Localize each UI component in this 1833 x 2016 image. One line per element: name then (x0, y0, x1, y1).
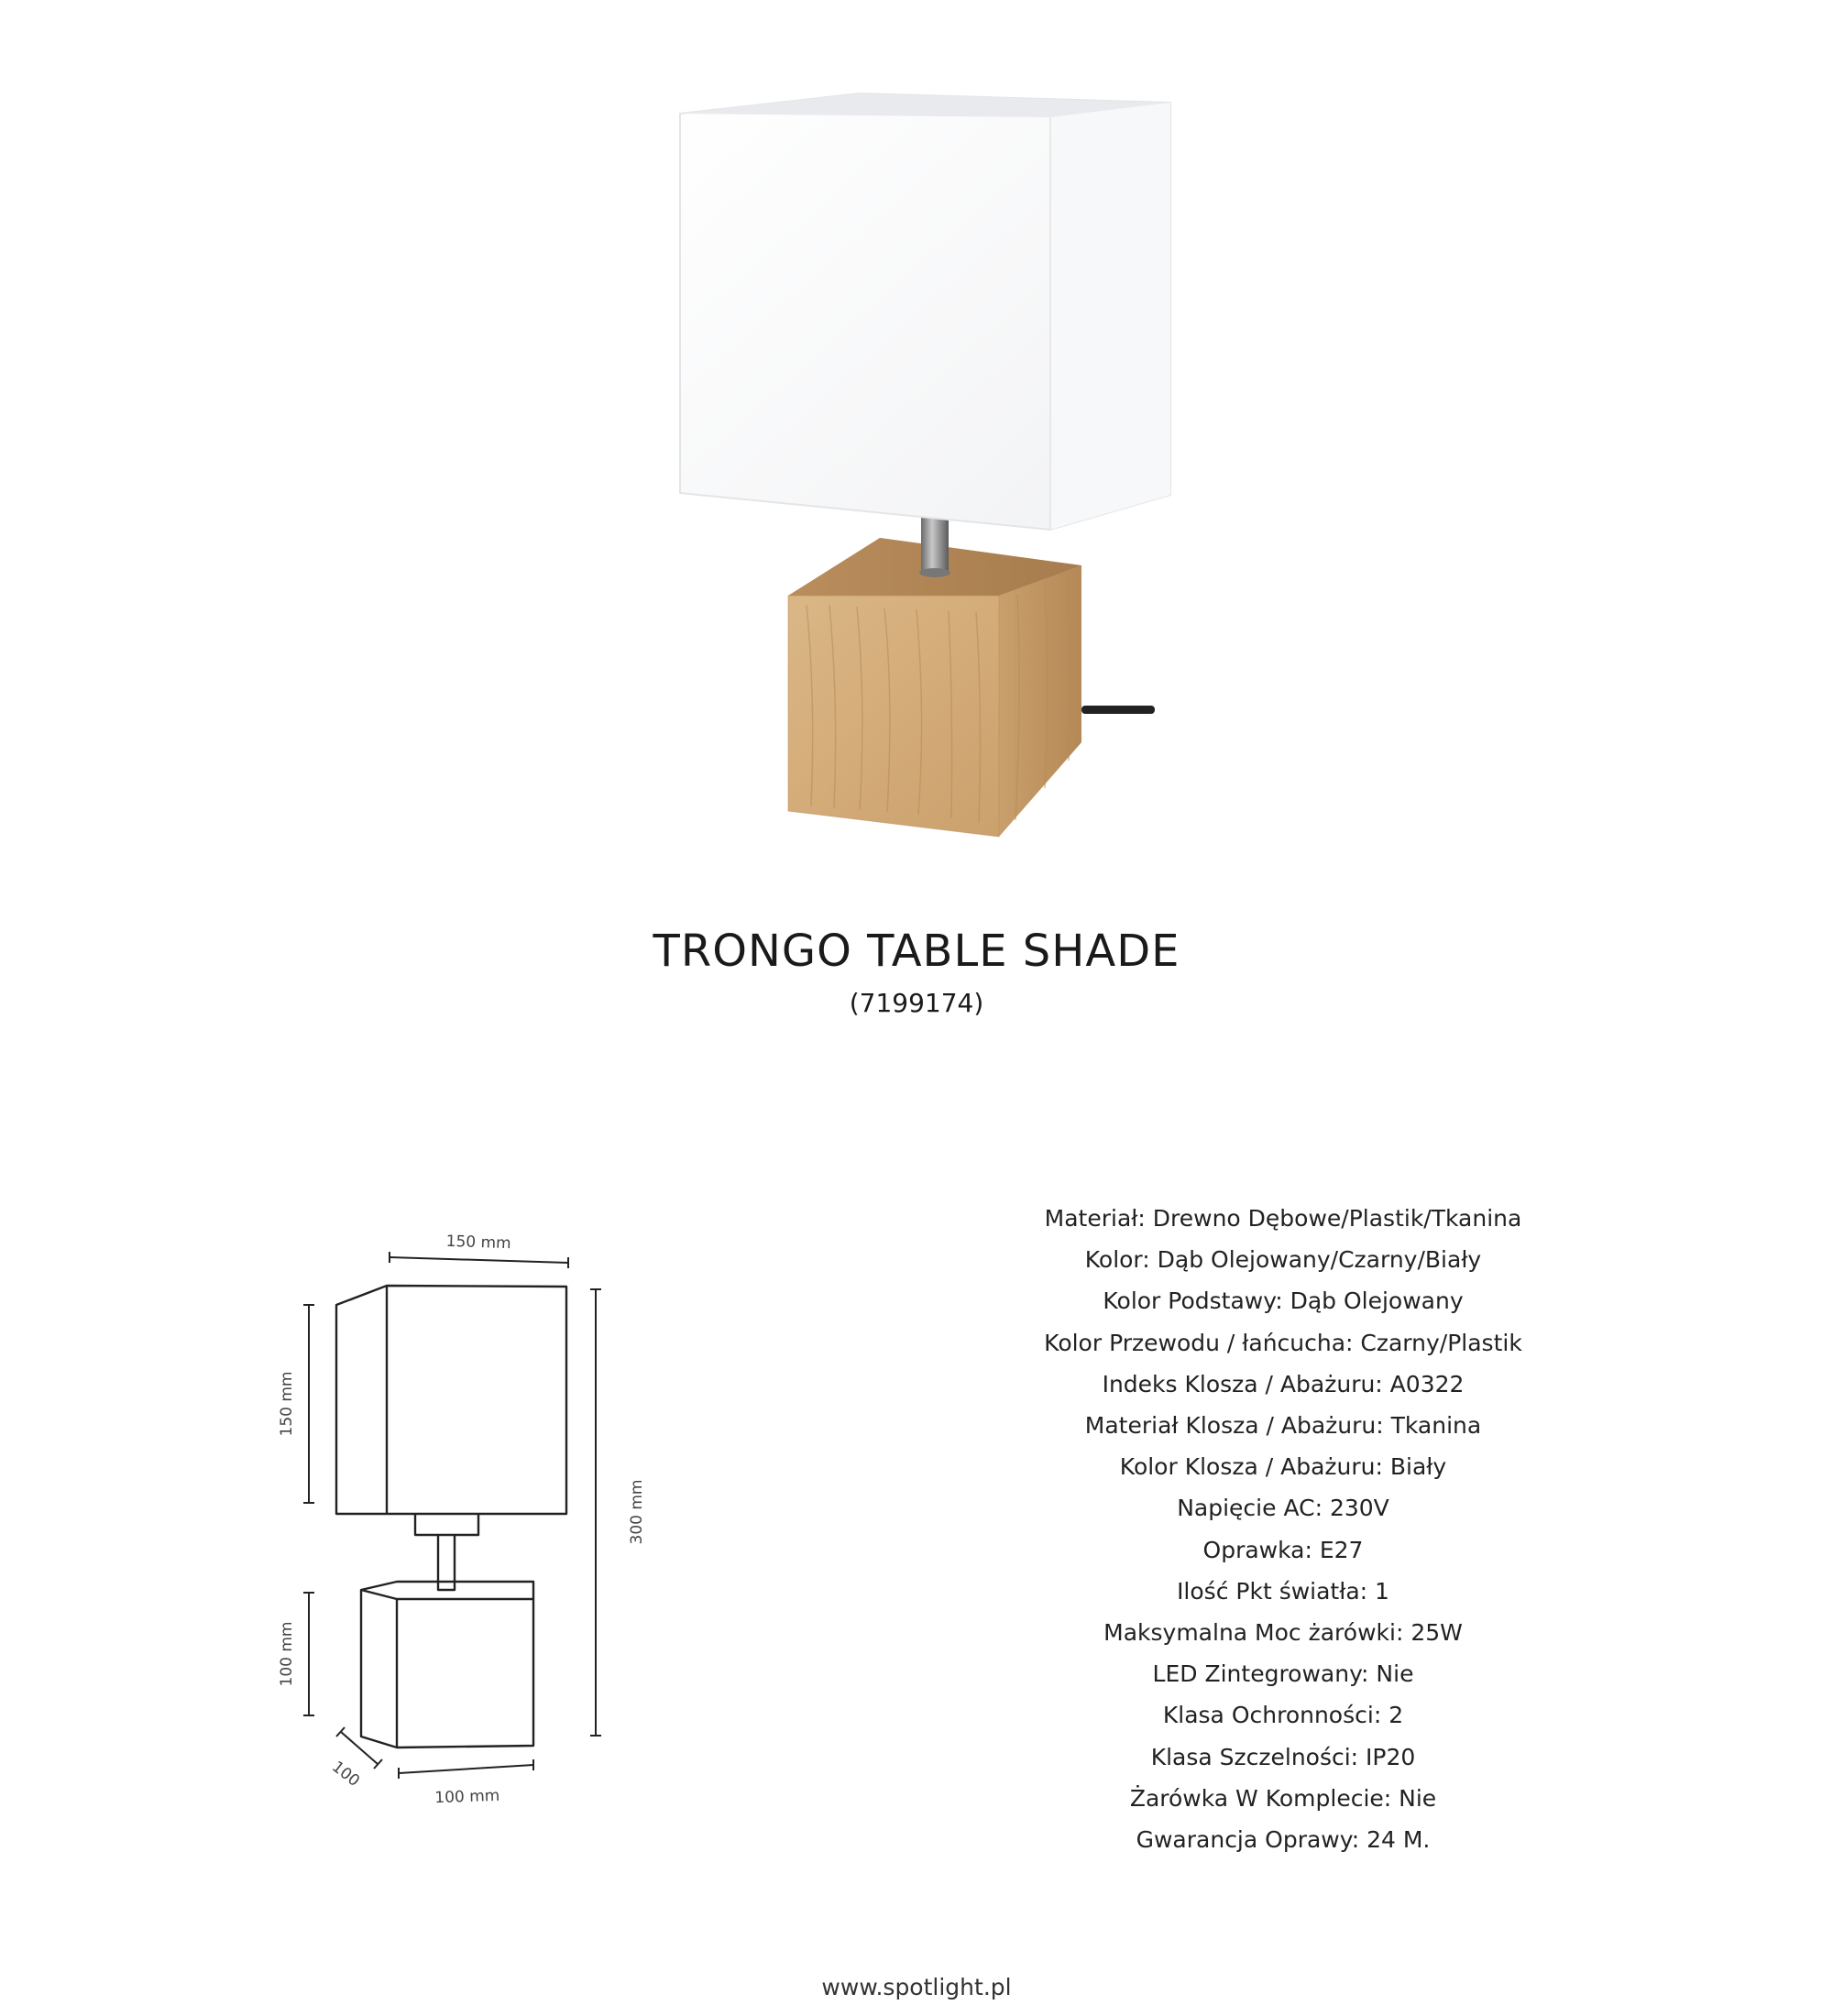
spec-item: Maksymalna Moc żarówki: 25W (1103, 1619, 1463, 1647)
base-width-label: 100 mm (434, 1786, 500, 1808)
spec-item: Kolor Przewodu / łańcucha: Czarny/Plastik (1044, 1329, 1522, 1356)
cable-icon (1081, 706, 1155, 714)
spec-item: Gwarancja Oprawy: 24 M. (1136, 1826, 1431, 1854)
base-depth-label: 100 (328, 1758, 364, 1791)
spec-item: Napięcie AC: 230V (1177, 1495, 1389, 1522)
spec-item: Kolor Podstawy: Dąb Olejowany (1103, 1287, 1464, 1315)
website-link[interactable]: www.spotlight.pl (821, 1974, 1012, 2000)
total-height-label: 300 mm (628, 1479, 646, 1545)
spec-item: Ilość Pkt światła: 1 (1177, 1577, 1389, 1605)
spec-item: Oprawka: E27 (1202, 1536, 1364, 1563)
base-height-label: 100 mm (278, 1621, 296, 1687)
spec-item: Klasa Szczelności: IP20 (1150, 1743, 1416, 1770)
product-photo (0, 0, 1833, 880)
spec-item: Klasa Ochronności: 2 (1162, 1702, 1404, 1729)
spec-item: Materiał: Drewno Dębowe/Plastik/Tkanina (1044, 1205, 1522, 1232)
product-title: TRONGO TABLE SHADE (653, 926, 1180, 977)
wooden-base-icon (788, 538, 1081, 837)
lampshade-icon (680, 93, 1170, 530)
dimension-drawing (0, 1173, 697, 1833)
shade-width-label: 150 mm (445, 1232, 511, 1254)
shade-outline (336, 1286, 566, 1514)
product-code: (7199174) (849, 988, 984, 1018)
base-outline (361, 1582, 533, 1748)
spec-item: Indeks Klosza / Abażuru: A0322 (1102, 1370, 1465, 1397)
metal-stem-icon (919, 513, 950, 577)
spec-list (953, 1198, 1613, 1860)
spec-item: Materiał Klosza / Abażuru: Tkanina (1084, 1412, 1482, 1440)
spec-item: Kolor: Dąb Olejowany/Czarny/Biały (1084, 1246, 1482, 1274)
spec-item: Kolor Klosza / Abażuru: Biały (1119, 1453, 1447, 1481)
spec-item: Żarówka W Komplecie: Nie (1129, 1784, 1437, 1812)
shade-height-label: 150 mm (278, 1371, 296, 1437)
spec-item: LED Zintegrowany: Nie (1152, 1660, 1414, 1688)
